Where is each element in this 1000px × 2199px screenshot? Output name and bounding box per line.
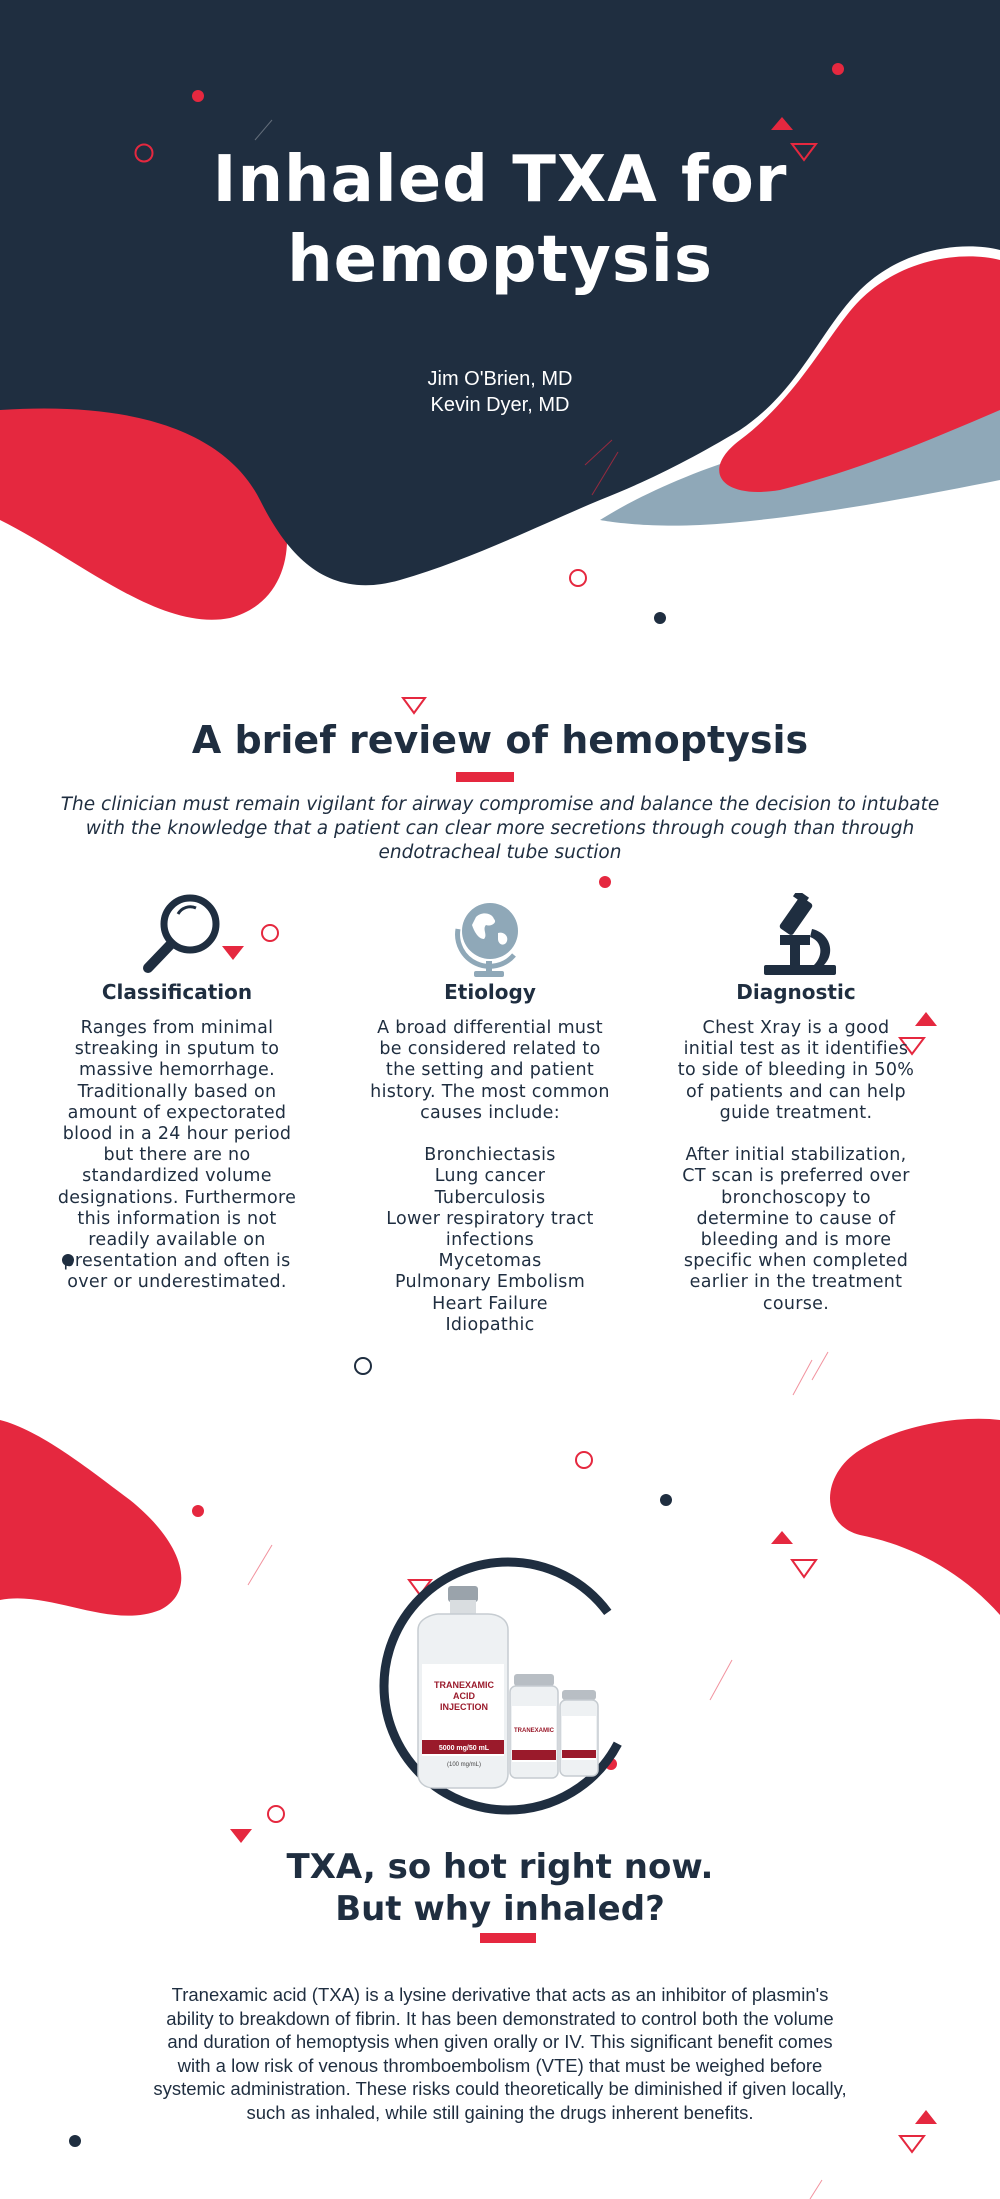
hero-title <box>0 140 1000 300</box>
small-vial-label: TRANEXAMIC <box>514 1728 554 1734</box>
footer-decorations <box>0 2090 1000 2199</box>
column-diagnostic <box>676 980 916 1315</box>
authors <box>0 366 1000 418</box>
magnifying-glass-icon <box>138 888 230 980</box>
hero-title-line-2: hemoptysis <box>287 223 713 297</box>
column-heading: Diagnostic <box>736 980 856 1004</box>
column-body: A broad differential must be considered related to the setting and patient history. The most common causes include: Bronchiectasis Lung cancer Tuberculosis Lower respiratory tract infections Mycetomas Pulmonary Embolism Heart Failure Idiopathic <box>370 1018 610 1335</box>
vial-label-1: TRANEXAMIC <box>434 1680 494 1690</box>
author-2: Kevin Dyer, MD <box>430 394 570 416</box>
author-1: Jim O'Brien, MD <box>427 368 573 390</box>
column-classification <box>57 980 297 1294</box>
column-heading: Classification <box>101 980 253 1004</box>
column-heading: Etiology <box>444 980 536 1004</box>
hero-title-line-1: Inhaled TXA for <box>212 143 788 217</box>
vial-dose: 5000 mg/50 mL <box>438 1745 490 1752</box>
vial-label-2: ACID <box>453 1691 475 1701</box>
column-body: Ranges from minimal streaking in sputum to massive hemorrhage. Traditionally based on amount of expectorated blood in a 24 hour period but there are no standardized volume designations. Furthermore this information is not readily available on presentation and often is over or underestimated. <box>57 1018 297 1293</box>
microscope-icon <box>754 893 842 977</box>
txa-title-underline <box>480 1933 536 1943</box>
txa-vials-image <box>378 1556 638 1816</box>
globe-icon <box>448 893 530 981</box>
column-body: Chest Xray is a good initial test as it identifies to side of bleeding in 50% of patients and can help guide treatment. After initial stabilization, CT scan is preferred over bronchoscopy to determine to cause of bleeding and is more specific when completed earlier in the treatment course. <box>677 1018 915 1314</box>
txa-title: TXA, so hot right now. But why inhaled? <box>286 1847 714 1929</box>
hero-background <box>0 0 1000 640</box>
review-title-underline <box>456 772 514 782</box>
column-etiology <box>370 980 610 1336</box>
vial-label-3: INJECTION <box>439 1702 489 1712</box>
txa-body: Tranexamic acid (TXA) is a lysine derivative that acts as an inhibitor of plasmin's ability to breakdown of fibrin. It has been demonstrated to control both the volume and duration of hemoptysis when given orally or IV. This significant benefit comes with a low risk of venous thromboembolism (VTE) that must be weighed before systemic administration. These risks could theoretically be diminished if given locally, such as inhaled, while still gaining the drugs inherent benefits. <box>153 1984 847 2123</box>
review-title: A brief review of hemoptysis <box>191 718 809 762</box>
vial-conc: (100 mg/mL) <box>446 1762 482 1768</box>
review-subtitle: The clinician must remain vigilant for airway compromise and balance the decision to intubate with the knowledge that a patient can clear more secretions through cough than through endotracheal tube suction <box>60 794 940 863</box>
